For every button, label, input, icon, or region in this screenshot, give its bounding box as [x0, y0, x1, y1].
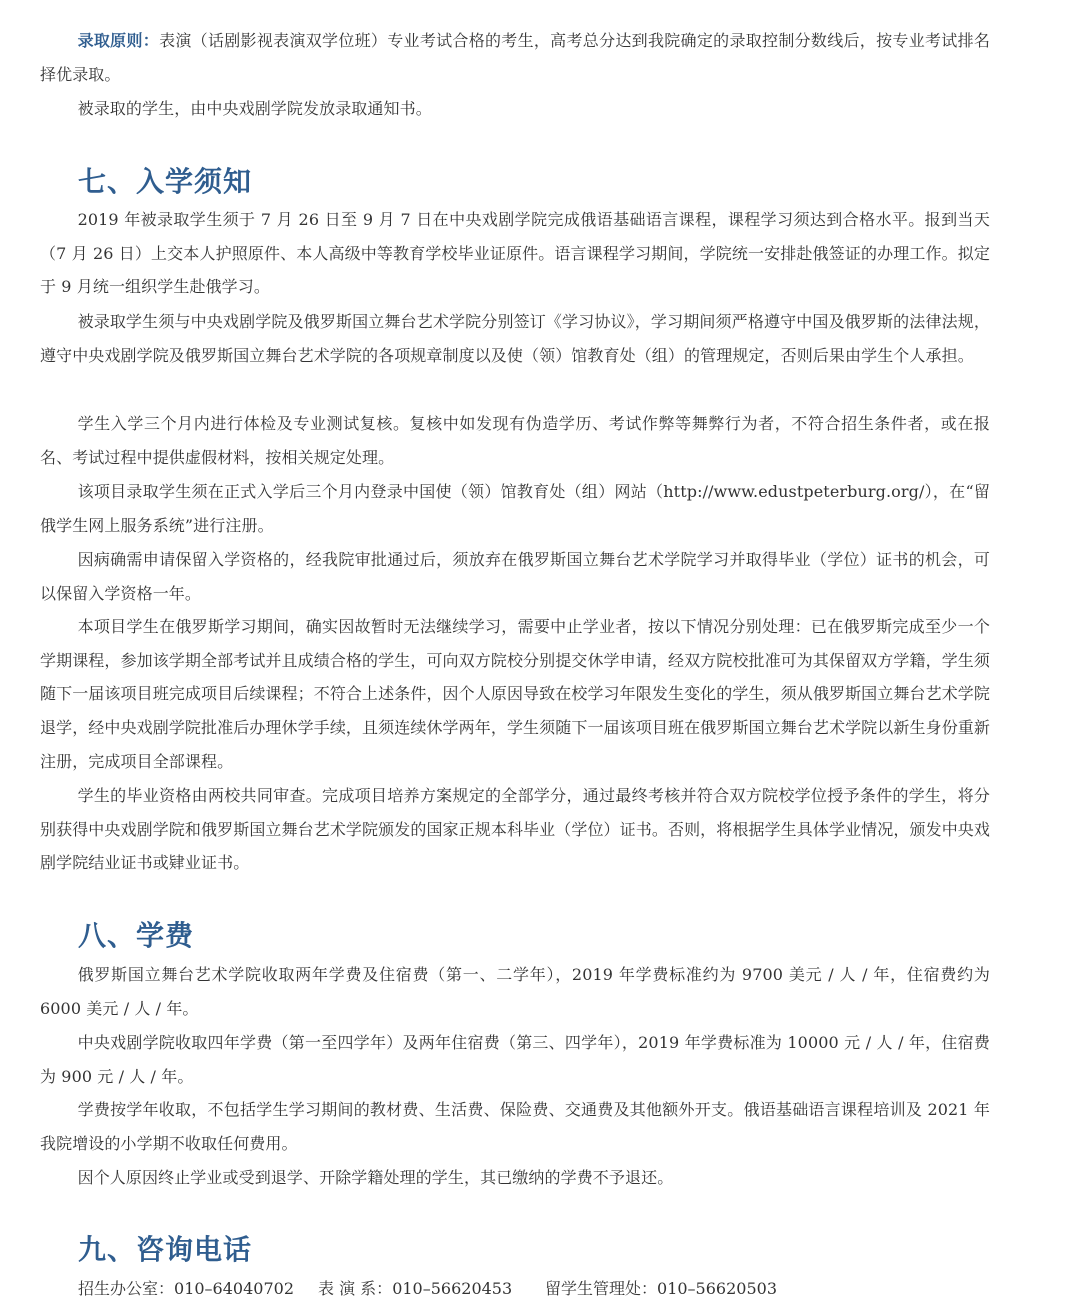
section8-paragraph-3: 学费按学年收取，不包括学生学习期间的教材费、生活费、保险费、交通费及其他额外开支。俄语基础语言课程培训及 2021 年我院增设的小学期不收取任何费用。 — [40, 1100, 990, 1153]
section8-heading: 八、学费 — [78, 919, 195, 952]
contact-international-office-label: 留学生管理处： — [545, 1279, 658, 1298]
contact-acting-dept-phone: 010–56620453 — [392, 1279, 513, 1298]
contact-admissions-label: 招生办公室： — [78, 1279, 175, 1298]
contact-acting-dept-label: 表 演 系： — [318, 1279, 393, 1298]
section7-paragraph-2: 被录取学生须与中央戏剧学院及俄罗斯国立舞台艺术学院分别签订《学习协议》，学习期间须严格遵守中国及俄罗斯的法律法规，遵守中央戏剧学院及俄罗斯国立舞台艺术学院的各项规章制度以及使（领）馆教育处（组）的管理规定，否则后果由学生个人承担。 — [40, 312, 990, 365]
admission-notice-paragraph: 被录取的学生，由中央戏剧学院发放录取通知书。 — [77, 99, 432, 118]
section8-paragraph-4: 因个人原因终止学业或受到退学、开除学籍处理的学生，其已缴纳的学费不予退还。 — [77, 1168, 674, 1187]
section7-heading: 七、入学须知 — [78, 165, 253, 198]
admission-principle-paragraph — [40, 24, 990, 91]
admission-principle-label: 录取原则： — [77, 31, 160, 50]
section7-paragraph-6: 本项目学生在俄罗斯学习期间，确实因故暂时无法继续学习，需要中止学业者，按以下情况分别处理：已在俄罗斯完成至少一个学期课程，参加该学期全部考试并且成绩合格的学生，可向双方院校分别提交休学申请，经双方院校批准可为其保留双方学籍，学生须随下一届该项目班完成项目后续课程；不符合上述条件，因个人原因导致在校学习年限发生变化的学生，须从俄罗斯国立舞台艺术学院退学，经中央戏剧学院批准后办理休学手续，且须连续休学两年，学生须随下一届该项目班在俄罗斯国立舞台艺术学院以新生身份重新注册，完成项目全部课程。 — [40, 617, 990, 771]
section7-paragraph-1: 2019 年被录取学生须于 7 月 26 日至 9 月 7 日在中央戏剧学院完成俄语基础语言课程，课程学习须达到合格水平。报到当天（7 月 26 日）上交本人护照原件、本人高级中等教育学校毕业证原件。语言课程学习期间，学院统一安排赴俄签证的办理工作。拟定于 9 月统一组织学生赴俄学习。 — [40, 210, 990, 297]
section8-paragraph-2: 中央戏剧学院收取四年学费（第一至四学年）及两年住宿费（第三、四学年），2019 年学费标准为 10000 元 / 人 / 年，住宿费为 900 元 / 人 / 年。 — [40, 1033, 990, 1086]
contact-acting-dept — [318, 1276, 512, 1302]
contact-international-office-phone: 010–56620503 — [657, 1279, 777, 1298]
contact-admissions — [78, 1276, 294, 1302]
contact-admissions-phone: 010–64040702 — [174, 1279, 294, 1298]
section7-paragraph-5: 因病确需申请保留入学资格的，经我院审批通过后，须放弃在俄罗斯国立舞台艺术学院学习并取得毕业（学位）证书的机会，可以保留入学资格一年。 — [40, 550, 990, 603]
admission-principle-text: 表演（话剧影视表演双学位班）专业考试合格的考生，高考总分达到我院确定的录取控制分数线后，按专业考试排名择优录取。 — [40, 31, 990, 84]
section9-heading: 九、咨询电话 — [78, 1233, 253, 1266]
section7-paragraph-7: 学生的毕业资格由两校共同审查。完成项目培养方案规定的全部学分，通过最终考核并符合双方院校学位授予条件的学生，将分别获得中央戏剧学院和俄罗斯国立舞台艺术学院颁发的国家正规本科毕业（学位）证书。否则，将根据学生具体学业情况，颁发中央戏剧学院结业证书或肄业证书。 — [40, 786, 990, 873]
section8-paragraph-1: 俄罗斯国立舞台艺术学院收取两年学费及住宿费（第一、二学年），2019 年学费标准约为 9700 美元 / 人 / 年，住宿费约为 6000 美元 / 人 / 年。 — [40, 965, 990, 1018]
section7-paragraph-4: 该项目录取学生须在正式入学后三个月内登录中国使（领）馆教育处（组）网站（http://www.edustpeterburg.org/），在“留俄学生网上服务系统”进行注册。 — [40, 482, 990, 535]
section7-paragraph-3: 学生入学三个月内进行体检及专业测试复核。复核中如发现有伪造学历、考试作弊等舞弊行为者，不符合招生条件者，或在报名、考试过程中提供虚假材料，按相关规定处理。 — [40, 414, 990, 467]
contact-international-office — [545, 1276, 777, 1302]
